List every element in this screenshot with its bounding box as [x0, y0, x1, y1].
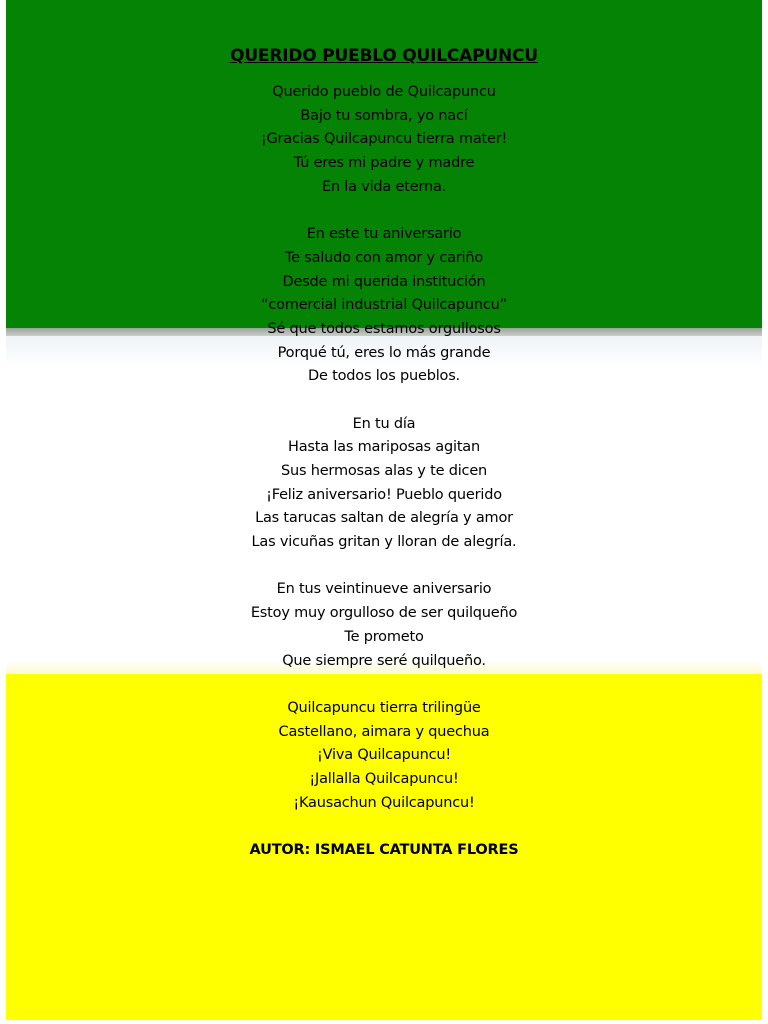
poem-line: Las vicuñas gritan y lloran de alegría.	[251, 534, 517, 551]
poem	[6, 42, 762, 863]
poem-line: Las tarucas saltan de alegría y amor	[255, 510, 513, 527]
poem-line: Porqué tú, eres lo más grande	[277, 344, 491, 361]
poem-line: ¡Viva Quilcapuncu!	[317, 747, 451, 764]
poem-author: AUTOR: ISMAEL CATUNTA FLORES	[249, 842, 519, 858]
poem-line: Sé que todos estamos orgullosos	[267, 320, 501, 337]
poem-line: Te saludo con amor y cariño	[284, 249, 484, 266]
poem-line: Estoy muy orgulloso de ser quilqueño	[250, 605, 518, 622]
poem-line: “comercial industrial Quilcapuncu”	[261, 297, 507, 314]
stanza-1	[6, 81, 762, 199]
stanza-2	[6, 223, 762, 389]
poem-line: Bajo tu sombra, yo nací	[300, 107, 468, 124]
poem-line: ¡Kausachun Quilcapuncu!	[293, 794, 475, 811]
poem-line: Sus hermosas alas y te dicen	[280, 463, 488, 479]
poem-title: QUERIDO PUEBLO QUILCAPUNCU	[230, 46, 538, 66]
poem-line: Tú eres mi padre y madre	[293, 155, 475, 172]
poem-line: Que siempre seré quilqueño.	[282, 652, 486, 669]
poem-line: En este tu aniversario	[306, 226, 462, 243]
poem-line: De todos los pueblos.	[308, 368, 460, 385]
poem-line: Querido pueblo de Quilcapuncu	[272, 84, 496, 100]
stanza-5	[6, 697, 762, 815]
poem-line: ¡Feliz aniversario! Pueblo querido	[266, 486, 502, 503]
poem-line: En tus veintinueve aniversario	[276, 581, 492, 598]
poem-line: En la vida eterna.	[321, 178, 447, 195]
poem-line: ¡Jallalla Quilcapuncu!	[309, 770, 459, 787]
poem-line: Te prometo	[344, 628, 424, 645]
poem-line: En tu día	[352, 415, 416, 432]
stanza-3	[6, 413, 762, 555]
poem-line: Hasta las mariposas agitan	[288, 439, 480, 456]
stanza-4	[6, 578, 762, 673]
poem-line: Desde mi querida institución	[282, 273, 486, 290]
poem-line: ¡Gracias Quilcapuncu tierra mater!	[260, 131, 508, 148]
poem-line: Quilcapuncu tierra trilingüe	[287, 699, 481, 716]
poem-line: Castellano, aimara y quechua	[278, 723, 490, 740]
